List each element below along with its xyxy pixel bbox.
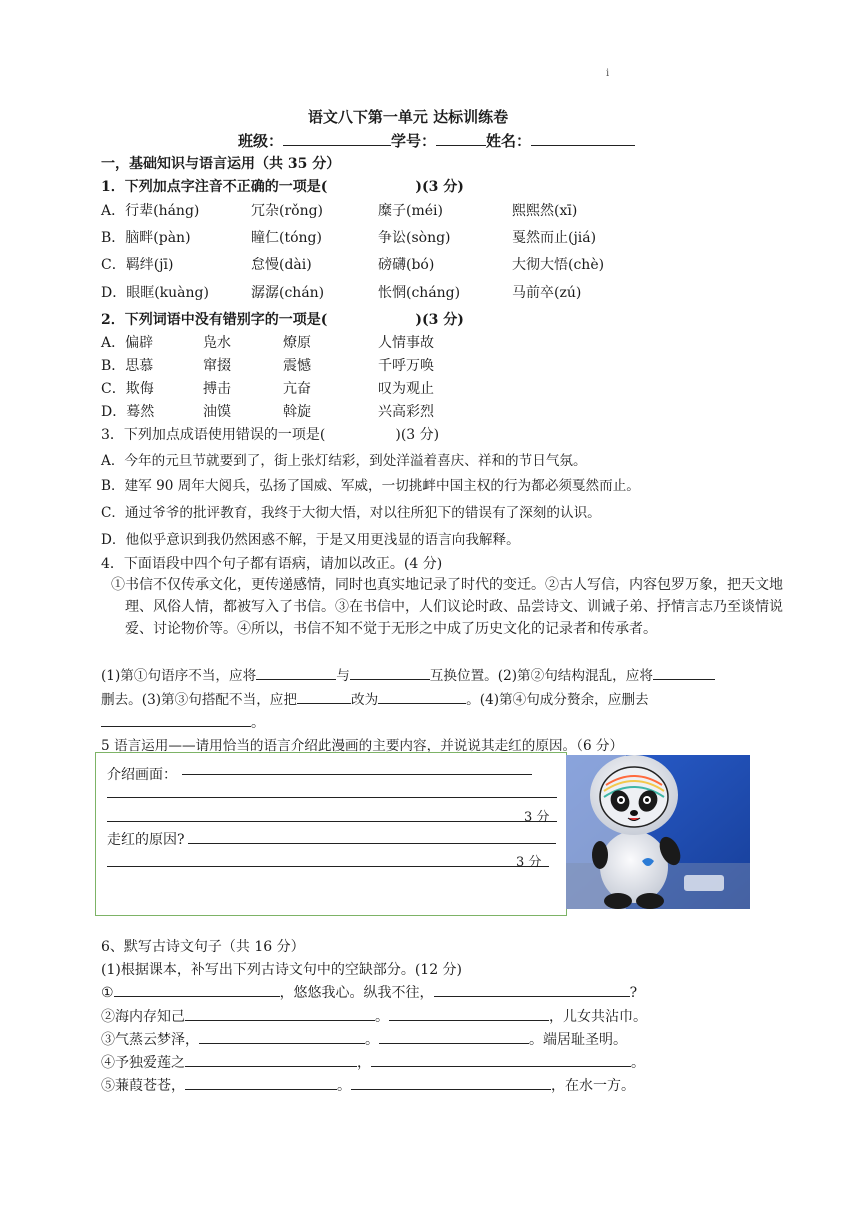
- q4-blank-4[interactable]: [297, 689, 351, 704]
- q5-intro-line-3[interactable]: [107, 821, 557, 822]
- poem-blank-5[interactable]: [199, 1029, 365, 1044]
- q5-score-1: 3 分: [524, 810, 550, 825]
- header-mark: ⅰ: [606, 68, 610, 79]
- poem-blank-10[interactable]: [351, 1075, 551, 1090]
- q5-intro-label: 介绍画面：: [107, 767, 177, 783]
- q4-blank-2[interactable]: [350, 665, 430, 680]
- q3-option-c[interactable]: C．通过爷爷的批评教育，我终于大彻大悟，对以往所犯下的错误有了深刻的认识。: [101, 505, 601, 521]
- q4-passage: ①书信不仅传承文化，更传递感情，同时也真实地记录了时代的变迁。②古人写信，内容包罗万象，把天文地理、风俗人情，都被写入了书信。③在书信中，人们议论时政、品尝诗文、训诫子弟、抒情言志乃至谈情说爱、讨论物价等。④所以，书信不知不觉于无形之中成了历史文化的记录者和传承者。: [111, 577, 783, 637]
- q2-stem: 2．下列词语中没有错别字的一项是( )(3 分): [101, 312, 464, 328]
- poem-blank-9[interactable]: [185, 1075, 337, 1090]
- mascot-photo: [566, 755, 750, 909]
- q4-blank-6[interactable]: [101, 712, 251, 727]
- mascot-image: [566, 755, 750, 909]
- q5-intro-line-2[interactable]: [107, 797, 557, 798]
- name-label: 姓名：: [486, 132, 532, 150]
- q5-reason-line-1[interactable]: [188, 843, 556, 844]
- poem-blank-7[interactable]: [185, 1052, 357, 1067]
- class-field[interactable]: [283, 131, 391, 146]
- poem-blank-6[interactable]: [379, 1029, 529, 1044]
- q3-option-b[interactable]: B．建军 90 周年大阅兵，弘扬了国威、军威，一切挑衅中国主权的行为都必须戛然而止。: [101, 478, 640, 494]
- q4-blank-1[interactable]: [256, 665, 336, 680]
- q5-stem: 5 语言运用——请用恰当的语言介绍此漫画的主要内容，并说说其走红的原因。（6 分）: [101, 738, 624, 754]
- q5-intro-line-1[interactable]: [182, 774, 532, 775]
- poem-blank-2[interactable]: [434, 982, 630, 997]
- q5-score-2: 3 分: [516, 855, 542, 870]
- student-info-line: [238, 130, 635, 151]
- q6-sub-stem: (1)根据课本，补写出下列古诗文句中的空缺部分。(12 分): [101, 962, 463, 978]
- poem-blank-1[interactable]: [114, 982, 280, 997]
- q4-answer-line-3: 。: [101, 712, 265, 732]
- poem-line-3: ③气蒸云梦泽， 。 。端居耻圣明。: [101, 1029, 627, 1049]
- page-title: 语文八下第一单元 达标训练卷: [307, 108, 509, 126]
- poem-line-1: ① ，悠悠我心。纵我不往， ?: [101, 982, 637, 1002]
- q4-blank-3[interactable]: [653, 665, 715, 680]
- name-field[interactable]: [531, 131, 635, 146]
- exam-page: ⅰ 语文八下第一单元 达标训练卷 班级： 学号： 姓名： 一，基础知识与语言运用（共 35 分） 1．下列加点字注音不正确的一项是( )(3 分) A．行辈(háng) 冗杂(rǒng) 糜子(méi) 熙熙然(xī) B．脑畔(pàn) 瞳仁(tóng) 争讼(sòng) 戛然而止(jiá) C．羁绊(jī) 怠慢(dài) 磅礴(bó) 大彻大悟(chè) D．眼眶(kuàng) 潺潺(chán) 怅惘(cháng) 马前卒(zú) 2．下列词语中没有错别字的一项是( )(3 分) A．偏辟 凫水 燎原 人情事故 B．思慕 窜掇 震憾 千呼万唤 C．欺侮 搏击 亢奋 叹为观止 D．蓦然 油馍 斡旋 兴高彩烈 3．下列加点成语使用错误的一项是( )(3 分) A．今年的元旦节就要到了，街上张灯结彩，到处洋溢着喜庆、祥和的节日气氛。 B．建军 90 周年大阅兵，弘扬了国威、军威，一切挑衅中国主权的行为都必须戛然而止。 C．通过爷爷的批评教育，我终于大彻大悟，对以往所犯下的错误有了深刻的认识。 D．他似乎意识到我仍然困惑不解，于是又用更浅显的语言向我解释。 4．下面语段中四个句子都有语病，请加以改正。(4 分) ①书信不仅传承文化，更传递感情，同时也真实地记录了时代的变迁。②古人写信，内容包罗万象，把天文地理、风俗人情，都被写入了书信。③在书信中，人们议论时政、品尝诗文、训诫子弟、抒情言志乃至谈情说爱、讨论物价等。④所以，书信不知不觉于无形之中成了历史文化的记录者和传承者。 (1)第①句语序不当，应将 与 互换位置。(2)第②句结构混乱，应将 删去。(3)第③句搭配不当，应把 改为 。(4)第④句成分赘余，应删去 。 5 语言运用——请用恰当的语言介绍此漫画的主要内容，并说说其走红的原因。（6 分） 介绍画面： 3 分 走红的原因? 3 分 6、默写古诗文句子（共 16 分） (1)根据课本，补写出下列古诗文句中的空缺部分。(12 分) ① ，悠悠我心。纵我不往， ? ②海内存知己 。 ，儿女共沾巾。 ③气蒸云梦泽， 。 。端居耻圣明。 ④予独爱莲之 ， 。 ⑤蒹葭苍苍， 。 ，在水一方。: [0, 0, 860, 1216]
- q3-option-d[interactable]: D．他似乎意识到我仍然困惑不解，于是又用更浅显的语言向我解释。: [101, 532, 520, 548]
- section-heading: 一，基础知识与语言运用（共 35 分）: [101, 156, 341, 172]
- q3-stem: 3．下列加点成语使用错误的一项是( )(3 分): [101, 427, 440, 443]
- q4-stem: 4．下面语段中四个句子都有语病，请加以改正。(4 分): [101, 556, 443, 572]
- poem-blank-4[interactable]: [389, 1006, 549, 1021]
- poem-blank-3[interactable]: [185, 1006, 375, 1021]
- q3-option-a[interactable]: A．今年的元旦节就要到了，街上张灯结彩，到处洋溢着喜庆、祥和的节日气氛。: [101, 453, 587, 469]
- q6-stem: 6、默写古诗文句子（共 16 分）: [101, 939, 305, 955]
- id-field[interactable]: [436, 131, 486, 146]
- q4-answer-line-1: (1)第①句语序不当，应将 与 互换位置。(2)第②句结构混乱，应将: [101, 664, 715, 684]
- q4-blank-5[interactable]: [378, 689, 466, 704]
- poem-line-5: ⑤蒹葭苍苍， 。 ，在水一方。: [101, 1075, 635, 1095]
- class-label: 班级：: [238, 132, 284, 150]
- q1-stem: 1．下列加点字注音不正确的一项是( )(3 分): [101, 179, 464, 195]
- poem-blank-8[interactable]: [371, 1052, 631, 1067]
- q5-reason-line-2[interactable]: [107, 866, 549, 867]
- poem-line-4: ④予独爱莲之 ， 。: [101, 1052, 645, 1072]
- id-label: 学号：: [391, 132, 437, 150]
- q4-answer-line-2: 删去。(3)第③句搭配不当，应把 改为 。(4)第④句成分赘余，应删去: [101, 688, 649, 708]
- poem-line-2: ②海内存知己 。 ，儿女共沾巾。: [101, 1006, 647, 1026]
- q5-reason-label: 走红的原因?: [107, 832, 185, 848]
